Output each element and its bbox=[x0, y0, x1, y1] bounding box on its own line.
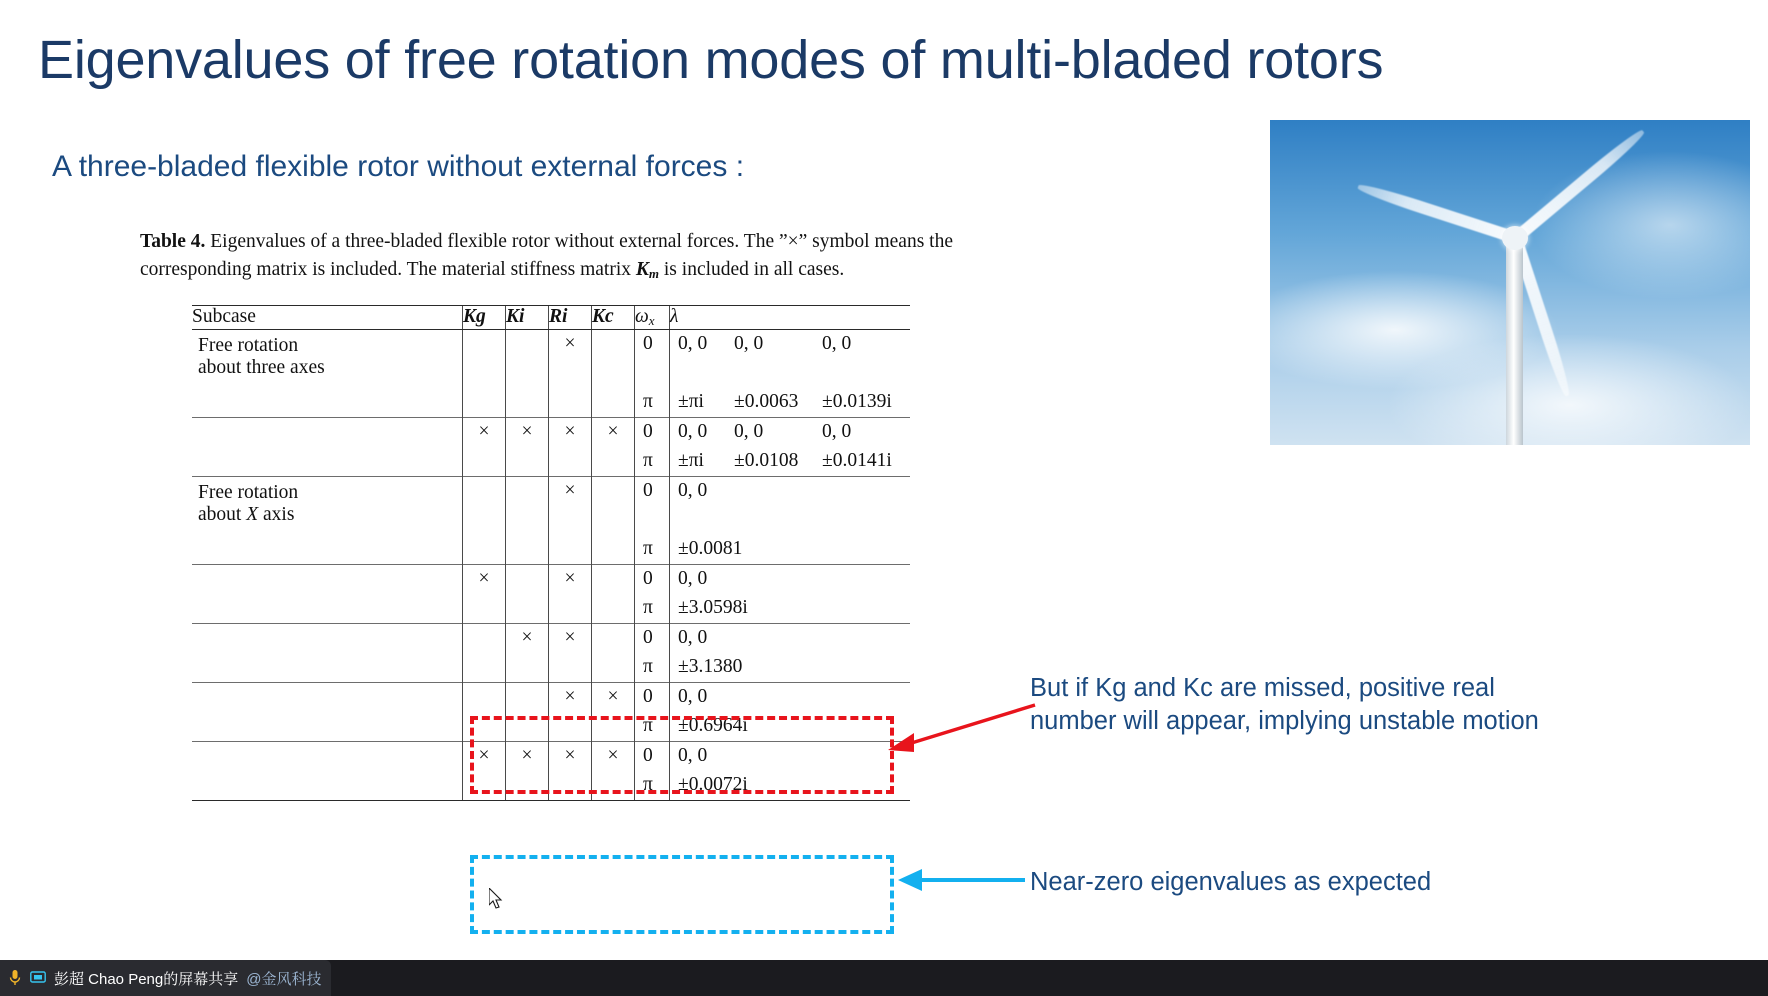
cell-omega: 0 π bbox=[635, 418, 670, 477]
cloud-shape bbox=[1390, 335, 1750, 445]
mouse-cursor-icon bbox=[489, 888, 505, 910]
cell-kc bbox=[592, 477, 635, 565]
header-kg: Kg bbox=[463, 306, 506, 330]
turbine-tower bbox=[1506, 246, 1523, 445]
table-caption-text-2: symbol means the corresponding matrix is included. The material stiffness matrix bbox=[140, 231, 953, 280]
cell-omega: 0 π bbox=[635, 330, 670, 418]
cell-lambda-1: 0, 0 ±πi bbox=[670, 418, 727, 477]
cell-ki bbox=[506, 330, 549, 418]
cell-kg: × bbox=[463, 742, 506, 801]
row-subcase: Free rotation about three axes bbox=[198, 335, 325, 379]
cell-ki: × bbox=[506, 418, 549, 477]
microphone-icon[interactable] bbox=[8, 969, 22, 987]
cell-kg bbox=[463, 624, 506, 683]
cell-lambda-1: 0, 0 ±3.0598i bbox=[670, 565, 911, 624]
turbine-hub bbox=[1502, 226, 1528, 250]
cell-ki bbox=[506, 565, 549, 624]
wind-turbine-photo bbox=[1270, 120, 1750, 445]
cell-ki bbox=[506, 477, 549, 565]
cell-lambda-2: 0, 0 ±0.0063 bbox=[734, 333, 799, 413]
row-subcase: Free rotation about X axis bbox=[192, 477, 463, 565]
cell-lambda-1: 0, 0 ±0.0081 bbox=[670, 477, 911, 565]
cell-omega: 0 π bbox=[635, 683, 670, 742]
table-row bbox=[192, 418, 910, 477]
cell-ri: × bbox=[549, 418, 592, 477]
table-row-highlight-red bbox=[192, 624, 910, 683]
share-label: 彭超 Chao Peng的屏幕共享 bbox=[54, 970, 239, 988]
highlight-box-blue bbox=[470, 855, 894, 934]
cell-lambda-1: 0, 0 ±0.6964i bbox=[670, 683, 911, 742]
table-header-row bbox=[192, 306, 910, 330]
screen-share-indicator[interactable] bbox=[0, 960, 331, 996]
cell-omega: 0 π bbox=[635, 624, 670, 683]
header-ki: Ki bbox=[506, 306, 549, 330]
cell-omega: 0 π bbox=[635, 565, 670, 624]
cell-ri: × bbox=[549, 683, 592, 742]
cell-lambda-1: 0, 0 ±0.0072i bbox=[670, 742, 911, 801]
cell-kc bbox=[592, 624, 635, 683]
row-subcase bbox=[192, 683, 463, 742]
cell-kg: × bbox=[463, 418, 506, 477]
cell-kc: × bbox=[592, 742, 635, 801]
cell-ki: × bbox=[506, 624, 549, 683]
matrix-subscript-m: m bbox=[648, 265, 660, 281]
table-caption-text-1: Eigenvalues of a three-bladed flexible rotor without external forces. The ”×” bbox=[210, 231, 808, 252]
cell-omega: 0 π bbox=[635, 477, 670, 565]
cell-kg bbox=[463, 477, 506, 565]
cell-kc: × bbox=[592, 418, 635, 477]
turbine-blade bbox=[1356, 181, 1521, 245]
annotation-red bbox=[1030, 672, 1730, 737]
share-tag: @金风科技 bbox=[246, 970, 322, 988]
row-subcase bbox=[192, 624, 463, 683]
screen-share-icon[interactable] bbox=[30, 971, 46, 985]
annotation-blue: Near-zero eigenvalues as expected bbox=[1030, 868, 1432, 896]
table-row bbox=[192, 477, 910, 565]
cell-ki: × bbox=[506, 742, 549, 801]
cell-kc: × bbox=[592, 683, 635, 742]
cell-lambda-3: 0, 0 ±0.0139i bbox=[822, 333, 892, 413]
annotation-red-line-2: number will appear, implying unstable motion bbox=[1030, 706, 1539, 735]
cell-kc bbox=[592, 565, 635, 624]
matrix-symbol-km: K bbox=[635, 258, 649, 280]
cell-ri: × bbox=[549, 624, 592, 683]
table-row bbox=[192, 565, 910, 624]
cell-ri: × bbox=[549, 477, 592, 565]
row-subcase bbox=[192, 742, 463, 801]
cell-kc bbox=[592, 330, 635, 418]
arrow-blue-icon bbox=[890, 860, 1030, 900]
header-ri: Ri bbox=[549, 306, 592, 330]
cell-ri: × bbox=[549, 742, 592, 801]
cell-omega: 0 π bbox=[635, 742, 670, 801]
table-caption bbox=[140, 228, 1045, 283]
cell-kg bbox=[463, 330, 506, 418]
page-title: Eigenvalues of free rotation modes of multi-bladed rotors bbox=[38, 30, 1384, 90]
cloud-shape bbox=[1530, 150, 1750, 300]
row-subcase bbox=[192, 565, 463, 624]
cell-ri: × bbox=[549, 565, 592, 624]
table-caption-text-3: is included in all cases. bbox=[663, 258, 845, 280]
header-kc: Kc bbox=[592, 306, 635, 330]
cell-ri: × bbox=[549, 330, 592, 418]
cell-lambda-1: 0, 0 ±3.1380 bbox=[670, 624, 911, 683]
row-subcase bbox=[192, 418, 463, 477]
cell-kg: × bbox=[463, 565, 506, 624]
highlight-box-red bbox=[470, 716, 894, 794]
header-lambda: λ bbox=[670, 306, 911, 330]
table-caption-label: Table 4. bbox=[140, 231, 206, 252]
cell-lambda-2: 0, 0 ±0.0108 bbox=[726, 418, 814, 477]
header-subcase: Subcase bbox=[192, 306, 463, 330]
table-row bbox=[192, 330, 910, 418]
cell-lambda-1: 0, 0 ±πi bbox=[670, 330, 727, 418]
header-omega-x: ωx bbox=[635, 306, 670, 330]
arrow-red-icon bbox=[880, 700, 1040, 760]
zoom-bottom-bar bbox=[0, 960, 1768, 996]
slide-subtitle: A three-bladed flexible rotor without external forces : bbox=[52, 150, 745, 183]
cell-lambda-3: 0, 0 ±0.0141i bbox=[814, 418, 910, 477]
annotation-red-line-1: But if Kg and Kc are missed, positive real bbox=[1030, 674, 1495, 702]
